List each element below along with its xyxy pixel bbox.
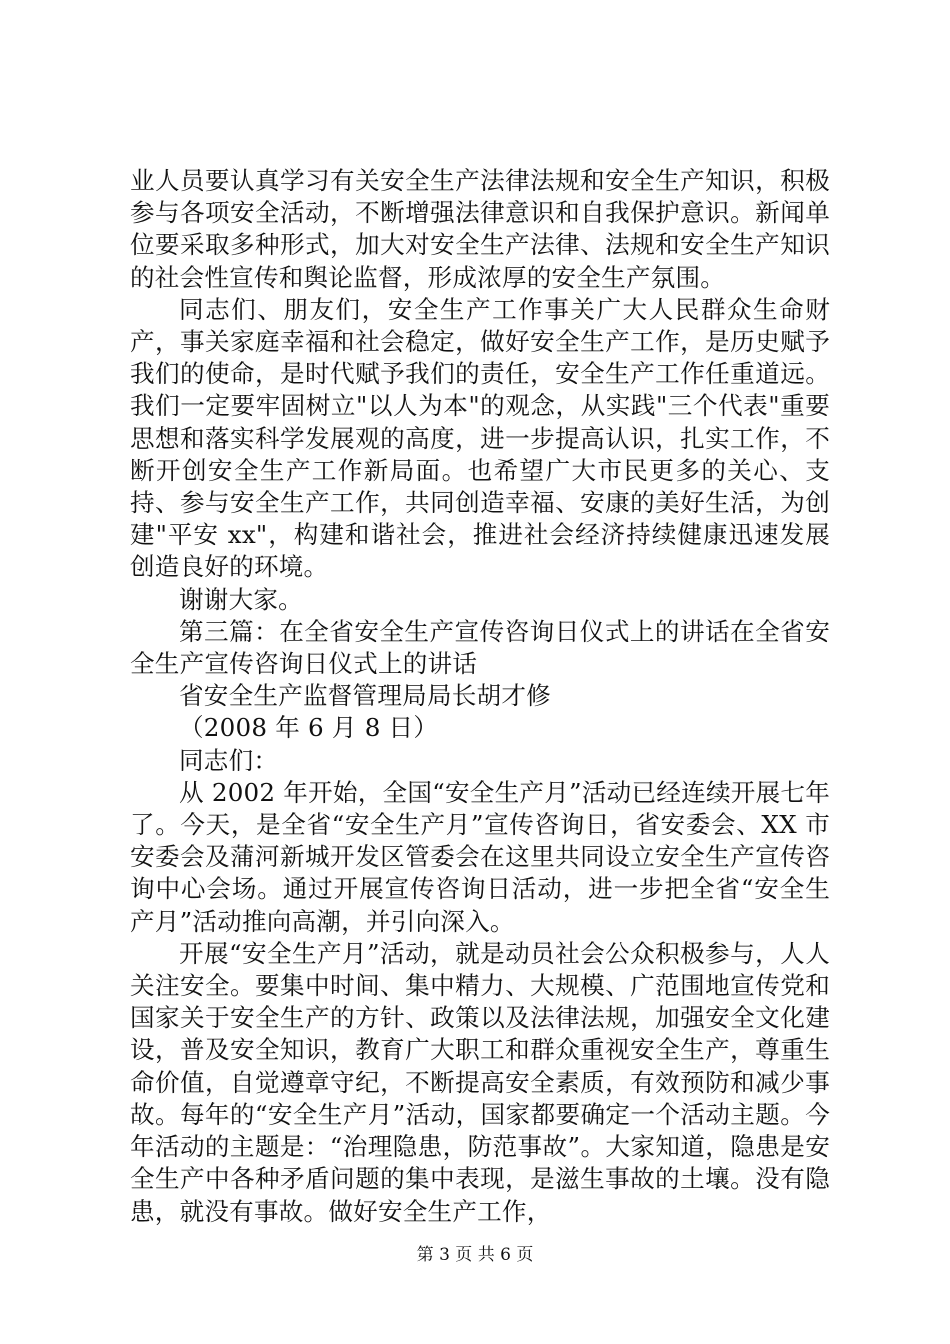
salutation: 同志们： [179,745,279,775]
paragraph-9: 开展“安全生产月”活动，就是动员社会公众积极参与，人人关注安全。要集中时间、集中精力、大规模、广范围地宣传党和国家关于安全生产的方针、政策以及法律法规，加强安全文化建设，普及安全知识，教育广大职工和群众重视安全生产，尊重生命价值，自觉遵章守纪，不断提高安全素质，有效预防和减少事故。每年的“安全生产月”活动，国家都要确定一个活动主题。今年活动的主题是：“治理隐患，防范事故”。大家知道，隐患是安全生产中各种矛盾问题的集中表现，是滋生事故的土壤。没有隐患，就没有事故。做好安全生产工作， [130,938,830,1226]
paragraph-2: 同志们、朋友们，安全生产工作事关广大人民群众生命财产，事关家庭幸福和社会稳定，做好安全生产工作，是历史赋予我们的使命，是时代赋予我们的责任，安全生产工作任重道远。我们一定要牢固树立"以人为本"的观念，从实践"三个代表"重要思想和落实科学发展观的高度，进一步提高认识，扎实工作，不断开创安全生产工作新局面。也希望广大市民更多的关心、支持、参与安全生产工作，共同创造幸福、安康的美好生活，为创建"平安 xx"，构建和谐社会，推进社会经济持续健康迅速发展创造良好的环境。 [130,294,830,582]
paragraph-3: 谢谢大家。 [179,584,303,614]
date-line: （2008 年 6 月 8 日） [179,713,439,743]
page-footer: 第 3 页 共 6 页 [416,1245,534,1265]
document-body [130,165,830,1228]
paragraph-8: 从 2002 年开始，全国“安全生产月”活动已经连续开展七年了。今天，是全省“安全生产月”宣传咨询日，省安委会、XX 市安委会及蒲河新城开发区管委会在这里共同设立安全生产宣传咨询中心会场。通过开展宣传咨询日活动，进一步把全省“安全生产月”活动推向高潮，并引向深入。 [130,777,830,936]
paragraph-1: 业人员要认真学习有关安全生产法律法规和安全生产知识，积极参与各项安全活动，不断增强法律意识和自我保护意识。新闻单位要采取多种形式，加大对安全生产法律、法规和安全生产知识的社会性宣传和舆论监督，形成浓厚的安全生产氛围。 [130,166,830,292]
speaker-line: 省安全生产监督管理局局长胡才修 [179,681,551,711]
section-heading: 第三篇：在全省安全生产宣传咨询日仪式上的讲话在全省安全生产宣传咨询日仪式上的讲话 [130,616,830,679]
